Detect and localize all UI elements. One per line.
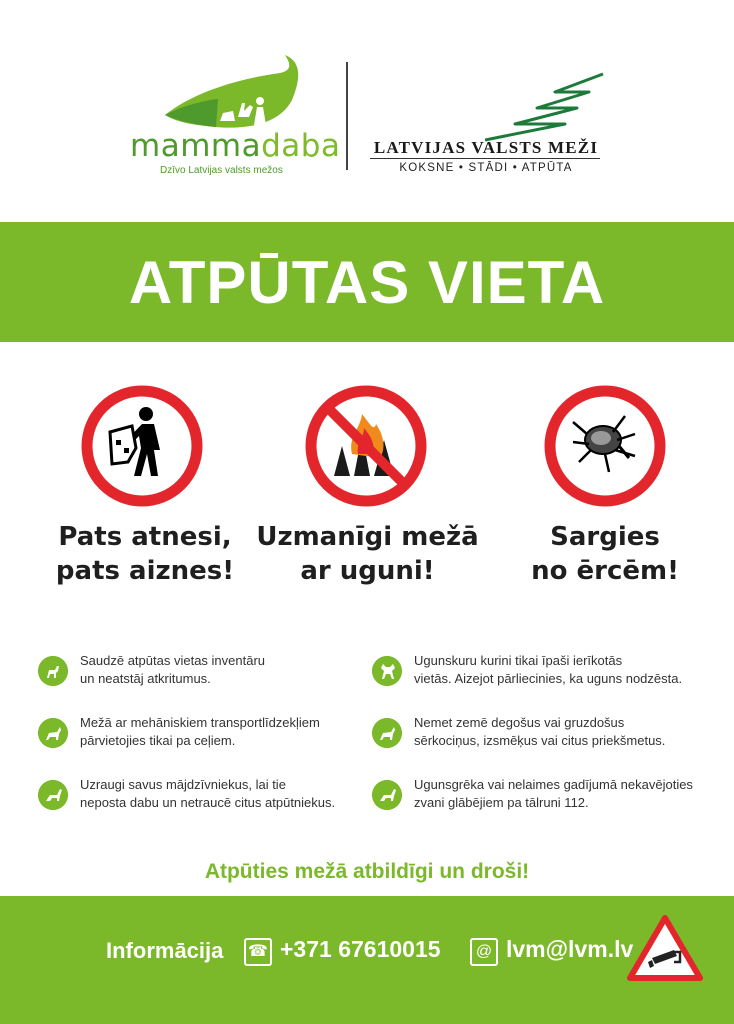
litter-prohibited-icon xyxy=(80,384,204,508)
deer-icon xyxy=(372,656,402,686)
rule-item xyxy=(414,652,704,688)
phone-icon: ☎ xyxy=(244,938,272,966)
rule-line: Uzraugi savus mājdzīvniekus, lai tie xyxy=(80,777,286,792)
lvm-subtitle: KOKSNE • STĀDI • ATPŪTA xyxy=(399,162,573,174)
mammadaba-wordmark xyxy=(130,128,340,164)
fire-prohibited-icon xyxy=(304,384,428,508)
rule-item xyxy=(414,714,704,750)
page-title: ATPŪTAS VIETA xyxy=(128,249,606,316)
mammadaba-word-part1: mamma xyxy=(130,128,262,164)
mammadaba-tagline: Dzīvo Latvijas valsts mežos xyxy=(160,165,283,176)
phone-number[interactable]: +371 67610015 xyxy=(280,936,441,962)
rule-line: Ugunsgrēka vai nelaimes gadījumā nekavējoties xyxy=(414,777,693,792)
rule-item xyxy=(80,714,370,750)
rule-line: Saudzē atpūtas vietas inventāru xyxy=(80,653,266,668)
sign-caption-line: Sargies xyxy=(550,522,660,552)
rule-line: Ugunskuru kurini tikai īpaši ierīkotās xyxy=(414,653,623,668)
sign-caption-line: no ērcēm! xyxy=(531,556,679,586)
lvm-tree-logo-icon xyxy=(485,72,610,142)
tick-prohibited-icon xyxy=(543,384,667,508)
info-label: Informācija xyxy=(106,938,224,963)
rule-line: zvani glābējiem pa tālruni 112. xyxy=(414,795,589,810)
deer-icon xyxy=(38,718,68,748)
slogan: Atpūties mežā atbildīgi un droši! xyxy=(204,860,530,883)
sign-caption-line: ar uguni! xyxy=(300,556,435,586)
deer-icon xyxy=(38,780,68,810)
sign-caption-line: Uzmanīgi mežā xyxy=(256,522,479,552)
lvm-underline xyxy=(370,158,600,159)
sign-caption-litter xyxy=(40,520,250,588)
rule-line: vietās. Aizejot pārliecinies, ka uguns nodzēsta. xyxy=(414,671,683,686)
sign-caption-line: pats aiznes! xyxy=(55,556,235,586)
rule-line: Nemet zemē degošus vai gruzdošus xyxy=(414,715,625,730)
rule-item xyxy=(80,776,370,812)
rule-item xyxy=(414,776,704,812)
rule-line: pārvietojies tikai pa ceļiem. xyxy=(80,733,236,748)
rule-item xyxy=(80,652,370,688)
email-icon: @ xyxy=(470,938,498,966)
email-link[interactable]: lvm@lvm.lv xyxy=(506,936,634,962)
cctv-warning-icon xyxy=(626,914,704,982)
deer-icon xyxy=(372,780,402,810)
rule-line: neposta dabu un netraucē citus atpūtniekus. xyxy=(80,795,336,810)
sign-caption-tick xyxy=(505,520,705,588)
sign-caption-line: Pats atnesi, xyxy=(58,522,232,552)
rule-line: Mežā ar mehāniskiem transportlīdzekļiem xyxy=(80,715,320,730)
rule-line: un neatstāj atkritumus. xyxy=(80,671,211,686)
header-divider xyxy=(346,62,348,170)
deer-icon xyxy=(372,718,402,748)
rule-line: sērkociņus, izsmēķus vai citus priekšmetus. xyxy=(414,733,666,748)
sign-caption-fire xyxy=(250,520,485,588)
lvm-name: LATVIJAS VALSTS MEŽI xyxy=(373,138,599,157)
mammadaba-word-part2: daba xyxy=(261,128,341,164)
deer-icon xyxy=(38,656,68,686)
